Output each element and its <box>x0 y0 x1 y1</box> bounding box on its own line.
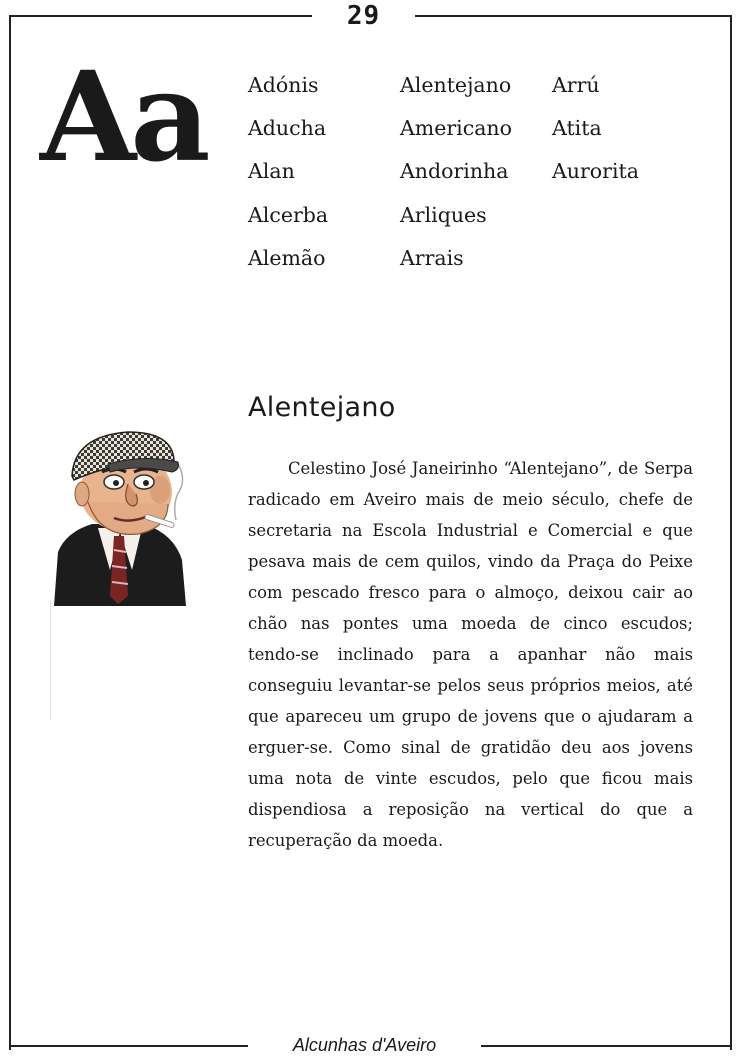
index-entry: Arliques <box>400 202 487 227</box>
entry-text: Celestino José Janeirinho “Alentejano”, de Serpa radicado em Aveiro mais de meio século, chefe de secretaria na Escola Industrial e Comercial e que pesava mais de cem quilos, vindo da Praça do Peixe com pescado fresco para o almoço, deixou cair ao chão nas pontes uma moeda de cinco escudos; tendo-se inclinado para a apanhar não mais conseguiu levantar-se pelos seus próprios meios, até que apareceu um grupo de jovens que o ajudaram a erguer-se. Como sinal de gratidão deu aos jovens uma nota de vinte escudos, pelo que ficou mais dispendiosa a reposição na vertical do que a recuperação da moeda. <box>248 459 693 850</box>
index-entry: Arrais <box>400 245 464 270</box>
index-entry: Adónis <box>248 73 319 97</box>
index-entry: Alentejano <box>400 73 512 97</box>
index-entry: Alan <box>248 159 295 184</box>
section-letter: Aa <box>40 45 205 190</box>
page-number: 29 <box>346 1 381 31</box>
index-entry: Americano <box>400 116 512 141</box>
header-rule-left <box>9 15 312 17</box>
index-column-3 <box>552 64 712 194</box>
header-rule-right <box>415 15 732 17</box>
index-column-2 <box>400 64 560 280</box>
index-entry: Andorinha <box>400 159 509 184</box>
index-entry: Alemão <box>248 245 326 270</box>
index-entry: Aurorita <box>552 159 639 184</box>
entry-title: Alentejano <box>248 392 396 423</box>
footer-rule-right <box>481 1045 732 1047</box>
index-entry: Aducha <box>248 116 327 141</box>
book-title-footer: Alcunhas d'Aveiro <box>292 1035 437 1055</box>
footer-rule-left <box>9 1045 248 1047</box>
scan-artifact-line <box>50 600 51 720</box>
caricature-portrait-image <box>48 420 190 608</box>
index-entry: Arrú <box>552 73 600 97</box>
index-entry: Atita <box>552 116 602 141</box>
index-entry: Alcerba <box>248 202 329 227</box>
index-column-1 <box>248 64 408 280</box>
